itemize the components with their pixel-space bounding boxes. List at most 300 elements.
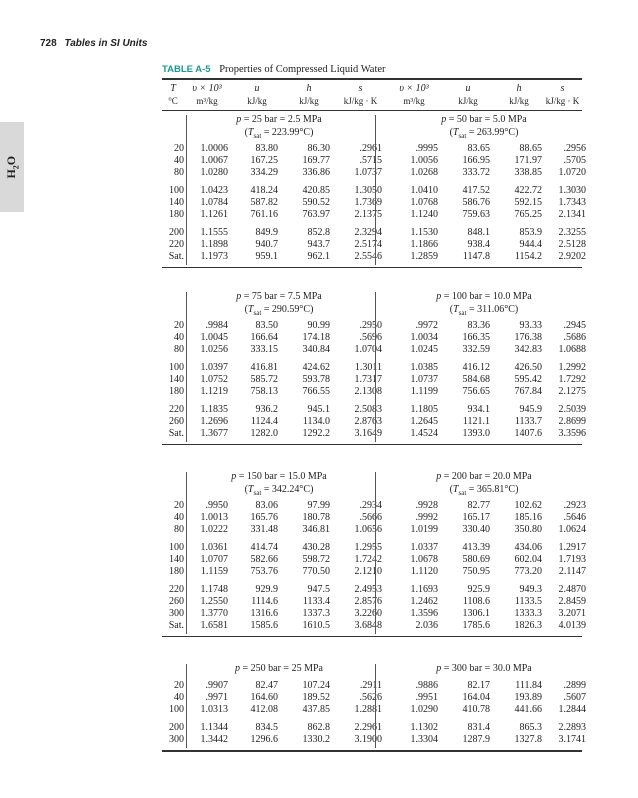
value-cell: 585.72: [250, 374, 278, 385]
value-cell: 83.65: [467, 143, 490, 154]
value-cell: 1585.6: [250, 620, 278, 631]
value-cell: 1.0280: [200, 167, 228, 178]
value-cell: .2934: [359, 500, 382, 511]
value-cell: 350.80: [514, 524, 542, 535]
saturation-temperature: $(T_{sat} = 342.24^\circ C)$: [244, 484, 314, 497]
value-cell: 1124.4: [250, 416, 278, 427]
temperature-cell: Sat.: [168, 251, 184, 262]
value-cell: 1292.2: [302, 428, 330, 439]
value-cell: 434.06: [514, 542, 542, 553]
value-cell: 166.64: [250, 332, 278, 343]
temperature-cell: 20: [174, 680, 184, 691]
pressure-value: p = 75 bar = 7.5 MPa: [236, 291, 322, 302]
value-cell: 3.3596: [558, 428, 586, 439]
value-cell: .9995: [415, 143, 438, 154]
pressure-header: [162, 662, 582, 680]
col-h-right: h kJ/kg: [509, 83, 529, 106]
value-cell: 1306.1: [462, 608, 490, 619]
column-divider: [186, 664, 187, 748]
value-cell: 1.0737: [354, 167, 382, 178]
value-cell: 1.3442: [200, 734, 228, 745]
value-cell: 862.8: [307, 722, 330, 733]
value-cell: .9950: [205, 500, 228, 511]
value-cell: 1.1898: [200, 239, 228, 250]
panel-rule: [162, 444, 582, 445]
temperature-cell: 80: [174, 524, 184, 535]
value-cell: .2945: [563, 320, 586, 331]
value-cell: 1.0313: [200, 704, 228, 715]
value-cell: 1.1748: [200, 584, 228, 595]
value-cell: 2.5128: [558, 239, 586, 250]
value-cell: 580.69: [462, 554, 490, 565]
temperature-cell: 220: [169, 584, 184, 595]
temperature-cell: 20: [174, 500, 184, 511]
pressure-label-left: [172, 662, 386, 680]
temperature-cell: 260: [169, 416, 184, 427]
value-cell: 1.2696: [200, 416, 228, 427]
value-cell: 834.5: [255, 722, 278, 733]
value-cell: 1.1973: [200, 251, 228, 262]
value-cell: 2.5174: [354, 239, 382, 250]
running-head: [40, 38, 147, 49]
value-cell: .5686: [563, 332, 586, 343]
value-cell: 1.0067: [200, 155, 228, 166]
value-cell: 1.1555: [200, 227, 228, 238]
value-cell: 1.0361: [200, 542, 228, 553]
value-cell: 167.25: [250, 155, 278, 166]
column-divider: [375, 292, 376, 442]
value-cell: 934.1: [467, 404, 490, 415]
value-cell: 185.16: [514, 512, 542, 523]
value-cell: 2.036: [415, 620, 438, 631]
value-cell: 1.0423: [200, 185, 228, 196]
value-cell: 3.2071: [558, 608, 586, 619]
value-cell: 947.5: [307, 584, 330, 595]
value-cell: 582.66: [250, 554, 278, 565]
value-cell: 1.7193: [558, 554, 586, 565]
value-cell: 3.1900: [354, 734, 382, 745]
value-cell: 82.77: [467, 500, 490, 511]
value-cell: 1108.6: [462, 596, 490, 607]
value-cell: 332.59: [462, 344, 490, 355]
value-cell: .2961: [359, 143, 382, 154]
pressure-label-right: [386, 662, 582, 680]
value-cell: 1.1302: [410, 722, 438, 733]
col-T: T °C: [168, 83, 178, 106]
value-cell: 852.8: [307, 227, 330, 238]
value-cell: 1.1805: [410, 404, 438, 415]
value-cell: 1.7369: [354, 197, 382, 208]
value-cell: 593.78: [302, 374, 330, 385]
value-cell: 1.1344: [200, 722, 228, 733]
value-cell: 1.3011: [354, 362, 382, 373]
value-cell: 164.04: [462, 692, 490, 703]
page-number: 728: [40, 38, 57, 49]
value-cell: 334.29: [250, 167, 278, 178]
value-cell: 2.2893: [558, 722, 586, 733]
value-cell: 1.0678: [410, 554, 438, 565]
value-cell: 3.1741: [558, 734, 586, 745]
value-cell: 1287.9: [462, 734, 490, 745]
value-cell: 414.74: [250, 542, 278, 553]
column-header: [162, 82, 582, 108]
temperature-cell: 100: [169, 704, 184, 715]
value-cell: .5666: [359, 512, 382, 523]
value-cell: 750.95: [462, 566, 490, 577]
temperature-cell: 40: [174, 692, 184, 703]
column-divider: [186, 472, 187, 634]
value-cell: 3.1649: [354, 428, 382, 439]
value-cell: 193.89: [514, 692, 542, 703]
temperature-cell: 140: [169, 554, 184, 565]
value-cell: 1.1530: [410, 227, 438, 238]
value-cell: 1316.6: [250, 608, 278, 619]
value-cell: 766.55: [302, 386, 330, 397]
panel-rule: [162, 636, 582, 637]
temperature-cell: 100: [169, 542, 184, 553]
table-title: [162, 64, 386, 75]
value-cell: .9971: [205, 692, 228, 703]
value-cell: 1.1159: [200, 566, 228, 577]
value-cell: 83.50: [255, 320, 278, 331]
value-cell: 1.7292: [558, 374, 586, 385]
value-cell: 1.2550: [200, 596, 228, 607]
value-cell: 1154.2: [514, 251, 542, 262]
value-cell: 410.78: [462, 704, 490, 715]
value-cell: 1.2645: [410, 416, 438, 427]
value-cell: 82.17: [467, 680, 490, 691]
temperature-cell: 100: [169, 185, 184, 196]
pressure-label-right: [386, 113, 582, 143]
value-cell: 849.9: [255, 227, 278, 238]
value-cell: 1.2844: [558, 704, 586, 715]
value-cell: 1.3030: [558, 185, 586, 196]
value-cell: 2.8763: [354, 416, 382, 427]
value-cell: .9907: [205, 680, 228, 691]
col-v-left: υ × 10³ m³/kg: [192, 83, 222, 106]
value-cell: 1337.3: [302, 608, 330, 619]
value-cell: 949.3: [519, 584, 542, 595]
value-cell: 1.6581: [200, 620, 228, 631]
value-cell: 1.0656: [354, 524, 382, 535]
value-cell: 1.3770: [200, 608, 228, 619]
value-cell: 107.24: [302, 680, 330, 691]
value-cell: .5696: [359, 332, 382, 343]
value-cell: 88.65: [519, 143, 542, 154]
value-cell: 420.85: [302, 185, 330, 196]
temperature-cell: 80: [174, 344, 184, 355]
value-cell: 342.83: [514, 344, 542, 355]
value-cell: 1.0056: [410, 155, 438, 166]
temperature-cell: 40: [174, 155, 184, 166]
value-cell: 102.62: [514, 500, 542, 511]
value-cell: 165.76: [250, 512, 278, 523]
temperature-cell: Sat.: [168, 620, 184, 631]
pressure-panel: [162, 290, 586, 440]
value-cell: 1.0397: [200, 362, 228, 373]
value-cell: 2.4870: [558, 584, 586, 595]
value-cell: 180.78: [302, 512, 330, 523]
value-cell: .9886: [415, 680, 438, 691]
value-cell: 422.72: [514, 185, 542, 196]
value-cell: 333.15: [250, 344, 278, 355]
temperature-cell: 220: [169, 239, 184, 250]
value-cell: 831.4: [467, 722, 490, 733]
value-cell: 2.1275: [558, 386, 586, 397]
value-cell: 1.0337: [410, 542, 438, 553]
value-cell: 1121.1: [462, 416, 490, 427]
col-u-right: u kJ/kg: [458, 83, 478, 106]
value-cell: 959.1: [255, 251, 278, 262]
value-cell: 166.95: [462, 155, 490, 166]
header-rule: [162, 110, 582, 111]
value-cell: 166.35: [462, 332, 490, 343]
table-tag: TABLE A-5: [162, 64, 211, 75]
value-cell: 865.3: [519, 722, 542, 733]
value-cell: 1134.0: [302, 416, 330, 427]
column-divider: [375, 115, 376, 265]
value-cell: 2.5039: [558, 404, 586, 415]
value-cell: 962.1: [307, 251, 330, 262]
value-cell: 169.77: [302, 155, 330, 166]
value-cell: 83.36: [467, 320, 490, 331]
value-cell: 1.1219: [200, 386, 228, 397]
value-cell: 1.0006: [200, 143, 228, 154]
value-cell: 945.1: [307, 404, 330, 415]
value-cell: 330.40: [462, 524, 490, 535]
value-cell: 1.0256: [200, 344, 228, 355]
value-cell: 176.38: [514, 332, 542, 343]
top-rule: [162, 78, 582, 80]
value-cell: 1.0034: [410, 332, 438, 343]
value-cell: 416.12: [462, 362, 490, 373]
pressure-header: [162, 290, 582, 320]
value-cell: 171.97: [514, 155, 542, 166]
value-cell: 82.47: [255, 680, 278, 691]
temperature-cell: 300: [169, 608, 184, 619]
panel-rule: [162, 267, 582, 268]
value-cell: 1.0720: [558, 167, 586, 178]
value-cell: 2.1210: [354, 566, 382, 577]
temperature-cell: Sat.: [168, 428, 184, 439]
value-cell: 853.9: [519, 227, 542, 238]
value-cell: 2.9202: [558, 251, 586, 262]
value-cell: .2956: [563, 143, 586, 154]
value-cell: 86.30: [307, 143, 330, 154]
value-cell: 1147.8: [462, 251, 490, 262]
temperature-cell: 40: [174, 512, 184, 523]
pressure-label-left: [172, 470, 386, 500]
value-cell: 2.4953: [354, 584, 382, 595]
value-cell: 936.2: [255, 404, 278, 415]
value-cell: 1.0768: [410, 197, 438, 208]
pressure-panel: [162, 662, 586, 746]
value-cell: 1.1240: [410, 209, 438, 220]
temperature-cell: 80: [174, 167, 184, 178]
pressure-label-right: [386, 470, 582, 500]
temperature-cell: 40: [174, 332, 184, 343]
value-cell: 1.4524: [410, 428, 438, 439]
value-cell: .5626: [359, 692, 382, 703]
value-cell: 1.0268: [410, 167, 438, 178]
value-cell: 595.42: [514, 374, 542, 385]
pressure-header: [162, 470, 582, 500]
value-cell: 346.81: [302, 524, 330, 535]
value-cell: 1.0199: [410, 524, 438, 535]
value-cell: 1327.8: [514, 734, 542, 745]
value-cell: 944.4: [519, 239, 542, 250]
value-cell: 1.0704: [354, 344, 382, 355]
column-divider: [375, 472, 376, 634]
temperature-cell: 300: [169, 734, 184, 745]
temperature-cell: 140: [169, 197, 184, 208]
temperature-cell: 140: [169, 374, 184, 385]
value-cell: 756.65: [462, 386, 490, 397]
temperature-cell: 260: [169, 596, 184, 607]
value-cell: 1296.6: [250, 734, 278, 745]
saturation-temperature: $(T_{sat} = 365.81^\circ C)$: [449, 484, 519, 497]
value-cell: 592.15: [514, 197, 542, 208]
value-cell: .2950: [359, 320, 382, 331]
pressure-label-left: [172, 113, 386, 143]
value-cell: 90.99: [307, 320, 330, 331]
value-cell: 1826.3: [514, 620, 542, 631]
pressure-panel: [162, 470, 586, 632]
pressure-value: p = 25 bar = 2.5 MPa: [236, 114, 322, 125]
value-cell: 1.0290: [410, 704, 438, 715]
value-cell: 412.08: [250, 704, 278, 715]
value-cell: 2.8576: [354, 596, 382, 607]
value-cell: 590.52: [302, 197, 330, 208]
pressure-value: p = 150 bar = 15.0 MPa: [231, 471, 327, 482]
value-cell: .9972: [415, 320, 438, 331]
value-cell: 2.1308: [354, 386, 382, 397]
value-cell: 759.63: [462, 209, 490, 220]
value-cell: 598.72: [302, 554, 330, 565]
value-cell: .5646: [563, 512, 586, 523]
value-cell: 111.84: [515, 680, 542, 691]
value-cell: 2.1341: [558, 209, 586, 220]
value-cell: 1133.5: [514, 596, 542, 607]
value-cell: 1114.6: [251, 596, 278, 607]
value-cell: 83.06: [255, 500, 278, 511]
value-cell: 1.3050: [354, 185, 382, 196]
value-cell: 1.0707: [200, 554, 228, 565]
value-cell: 1.1693: [410, 584, 438, 595]
value-cell: 1.1261: [200, 209, 228, 220]
value-cell: 333.72: [462, 167, 490, 178]
value-cell: 770.50: [302, 566, 330, 577]
value-cell: 430.28: [302, 542, 330, 553]
value-cell: 426.50: [514, 362, 542, 373]
value-cell: 336.86: [302, 167, 330, 178]
value-cell: 416.81: [250, 362, 278, 373]
value-cell: 753.76: [250, 566, 278, 577]
value-cell: 1133.4: [302, 596, 330, 607]
value-cell: 2.1375: [354, 209, 382, 220]
running-head-title: Tables in SI Units: [64, 38, 148, 49]
value-cell: 338.85: [514, 167, 542, 178]
value-cell: 83.80: [255, 143, 278, 154]
sidebar-label-text: $H_2O$: [3, 155, 21, 179]
value-cell: 1407.6: [514, 428, 542, 439]
panel-rule: [162, 750, 582, 752]
temperature-cell: 180: [169, 209, 184, 220]
value-cell: 189.52: [302, 692, 330, 703]
value-cell: 3.6848: [354, 620, 382, 631]
value-cell: 2.8459: [558, 596, 586, 607]
value-cell: 1.3596: [410, 608, 438, 619]
col-s-right: s kJ/kg · K: [545, 83, 580, 106]
col-u-left: u kJ/kg: [247, 83, 267, 106]
pressure-label-right: [386, 290, 582, 320]
value-cell: 929.9: [255, 584, 278, 595]
value-cell: 1.0222: [200, 524, 228, 535]
column-divider: [375, 664, 376, 748]
value-cell: 1.0624: [558, 524, 586, 535]
temperature-cell: 220: [169, 404, 184, 415]
value-cell: .2911: [359, 680, 382, 691]
value-cell: 441.66: [514, 704, 542, 715]
value-cell: 1133.7: [514, 416, 542, 427]
value-cell: 1.2992: [558, 362, 586, 373]
value-cell: 418.24: [250, 185, 278, 196]
value-cell: 765.25: [514, 209, 542, 220]
value-cell: 1.3677: [200, 428, 228, 439]
temperature-cell: 180: [169, 386, 184, 397]
value-cell: 4.0139: [558, 620, 586, 631]
value-cell: 1.1866: [410, 239, 438, 250]
value-cell: 340.84: [302, 344, 330, 355]
value-cell: 413.39: [462, 542, 490, 553]
value-cell: 925.9: [467, 584, 490, 595]
temperature-cell: 100: [169, 362, 184, 373]
value-cell: 1.1199: [410, 386, 438, 397]
value-cell: 2.5083: [354, 404, 382, 415]
value-cell: 174.18: [302, 332, 330, 343]
table-title-text: Properties of Compressed Liquid Water: [219, 64, 386, 75]
value-cell: 1.2859: [410, 251, 438, 262]
pressure-header: [162, 113, 582, 143]
value-cell: 945.9: [519, 404, 542, 415]
value-cell: .9951: [415, 692, 438, 703]
value-cell: 767.84: [514, 386, 542, 397]
value-cell: 1.0045: [200, 332, 228, 343]
pressure-label-left: [172, 290, 386, 320]
temperature-cell: 180: [169, 566, 184, 577]
value-cell: 943.7: [307, 239, 330, 250]
value-cell: 1.2917: [558, 542, 586, 553]
temperature-cell: 200: [169, 722, 184, 733]
pressure-value: p = 250 bar = 25 MPa: [235, 663, 323, 674]
col-v-right: υ × 10³ m³/kg: [399, 83, 429, 106]
saturation-temperature: $(T_{sat} = 223.99^\circ C)$: [244, 127, 314, 140]
value-cell: 940.7: [255, 239, 278, 250]
value-cell: 3.2260: [354, 608, 382, 619]
value-cell: 1.0737: [410, 374, 438, 385]
value-cell: 1.3304: [410, 734, 438, 745]
pressure-panel: [162, 113, 586, 263]
temperature-cell: 20: [174, 320, 184, 331]
value-cell: 758.13: [250, 386, 278, 397]
value-cell: 1.0688: [558, 344, 586, 355]
value-cell: 584.68: [462, 374, 490, 385]
saturation-temperature: $(T_{sat} = 290.59^\circ C)$: [244, 304, 314, 317]
value-cell: 1.0245: [410, 344, 438, 355]
column-divider: [186, 115, 187, 265]
value-cell: 1.7317: [354, 374, 382, 385]
value-cell: 1785.6: [462, 620, 490, 631]
